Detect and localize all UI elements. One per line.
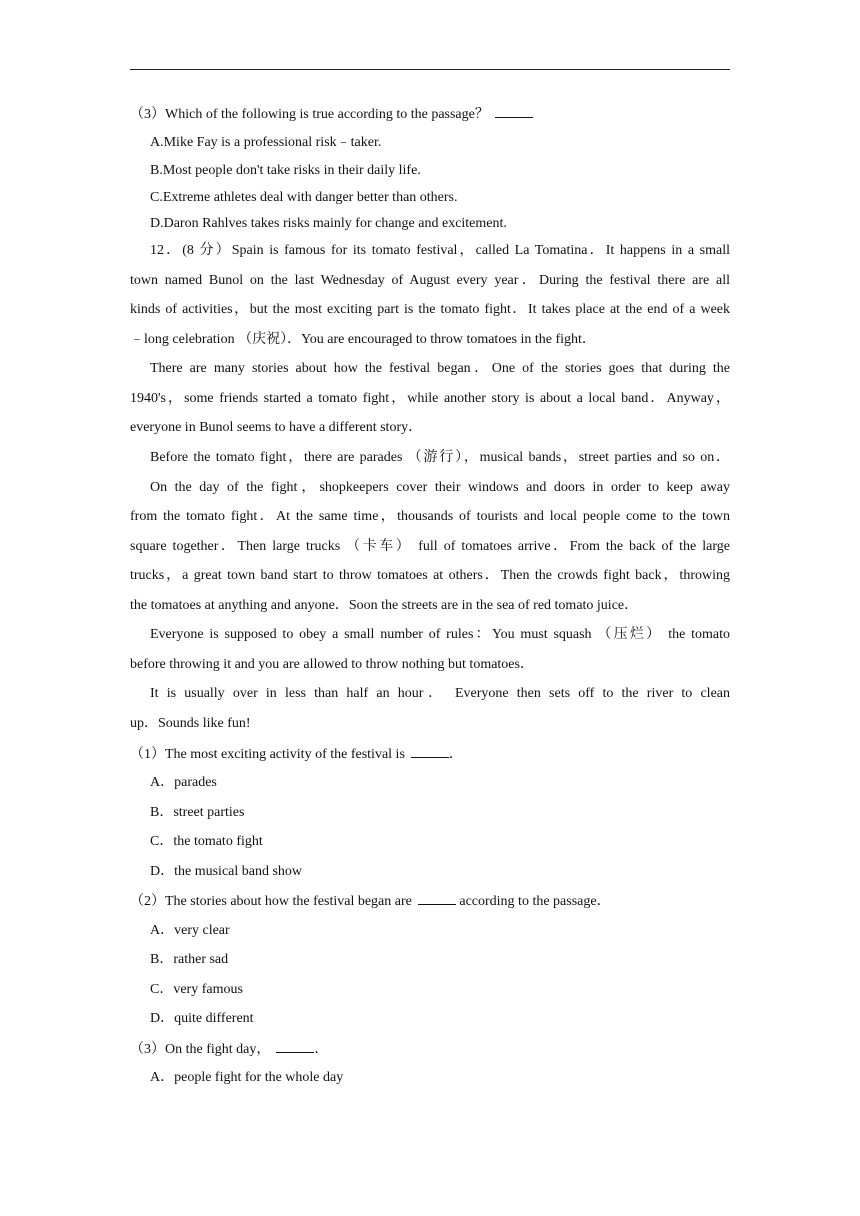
passage-line: On the day of the fight，shopkeepers cover their windows and doors in order to keep away — [150, 480, 730, 495]
passage-line: everyone in Bunol seems to have a different story． — [130, 420, 423, 435]
option-a: A．very clear — [150, 923, 230, 938]
passage-line: 1940's，some friends started a tomato fight，while another story is about a local band．Anyway， — [130, 391, 730, 406]
option-b: B．rather sad — [150, 952, 229, 967]
passage-line: town named Bunol on the last Wednesday of August every year．During the festival there are all — [130, 273, 730, 288]
passage-line: kinds of activities，but the most exciting part is the tomato fight．It takes place at the end of a week — [130, 302, 730, 317]
question-11-3: （3）Which of the following is true according to the passage？ — [130, 105, 730, 124]
passage-line: trucks，a great town band start to throw tomatoes at others．Then the crowds fight back，throwing — [130, 568, 730, 583]
passage-line: 12．(8 分）Spain is famous for its tomato festival，called La Tomatina．It happens in a small — [150, 243, 730, 258]
option-d: D．quite different — [150, 1011, 254, 1026]
option-d: D.Daron Rahlves takes risks mainly for change and excitement. — [150, 216, 507, 231]
option-c: C．very famous — [150, 982, 243, 997]
passage-line: up．Sounds like fun! — [130, 716, 251, 731]
passage-line: before throwing it and you are allowed to throw nothing but tomatoes． — [130, 657, 534, 672]
header-rule — [130, 69, 730, 70]
passage-line: It is usually over in less than half an hour． Everyone then sets off to the river to clean — [150, 686, 730, 701]
passage-line: ﹣long celebration （庆祝）．You are encouraged to throw tomatoes in the fight． — [130, 332, 596, 347]
passage-line: from the tomato fight．At the same time，thousands of tourists and local people come to the town — [130, 509, 730, 524]
question-12-2: （2）The stories about how the festival began are according to the passage． — [130, 894, 611, 909]
option-c: C．the tomato fight — [150, 834, 263, 849]
option-d: D．the musical band show — [150, 864, 303, 879]
answer-blank[interactable] — [495, 105, 533, 118]
answer-blank[interactable] — [418, 892, 456, 905]
passage-line: There are many stories about how the festival began．One of the stories goes that during the — [150, 361, 730, 376]
option-b: B．street parties — [150, 805, 245, 820]
option-c: C.Extreme athletes deal with danger better than others. — [150, 190, 458, 205]
option-a: A．parades — [150, 775, 217, 790]
option-a: A．people fight for the whole day — [150, 1070, 344, 1085]
answer-blank[interactable] — [411, 745, 449, 758]
answer-blank[interactable] — [276, 1040, 314, 1053]
passage-line: Everyone is supposed to obey a small number of rules：You must squash （压烂） the tomato — [150, 627, 730, 642]
option-a: A.Mike Fay is a professional risk﹣taker. — [150, 135, 382, 150]
question-12-3: （3）On the fight day， ． — [130, 1042, 329, 1057]
passage-line: Before the tomato fight，there are parades （游行），musical bands，street parties and so on． — [150, 450, 730, 465]
option-b: B.Most people don't take risks in their daily life. — [150, 163, 421, 178]
passage-line: the tomatoes at anything and anyone．Soon the streets are in the sea of red tomato juice． — [130, 598, 639, 613]
question-12-1: （1）The most exciting activity of the festival is ． — [130, 747, 463, 762]
passage-line: square together．Then large trucks （卡车） full of tomatoes arrive．From the back of the large — [130, 539, 730, 554]
